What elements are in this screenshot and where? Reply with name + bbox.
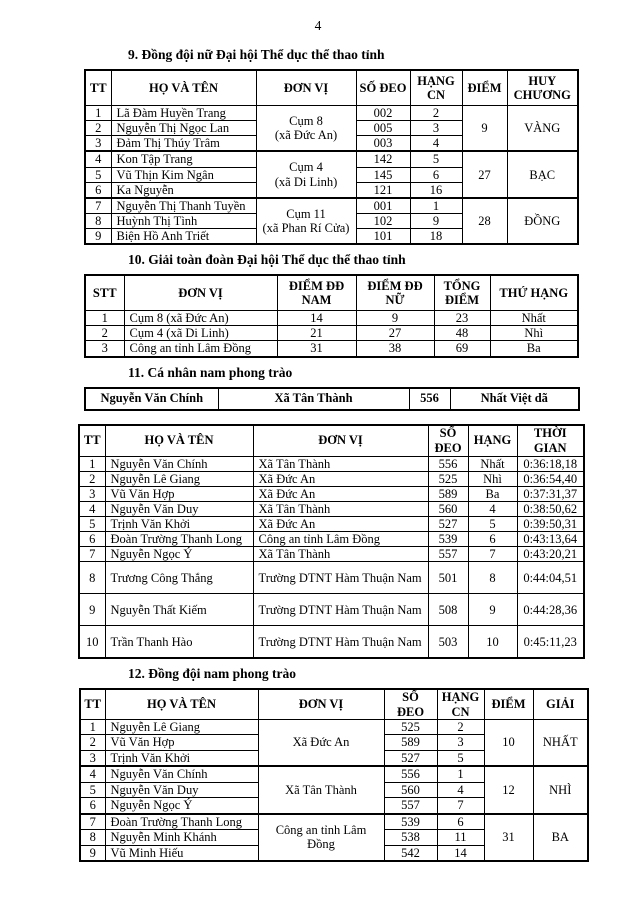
cell-unit xyxy=(256,198,356,244)
cell-rank: 4 xyxy=(410,136,462,152)
cell-time: 0:36:18,18 xyxy=(517,456,584,471)
cell-bib: 121 xyxy=(356,182,410,198)
col-header-time: THỜI GIAN xyxy=(517,425,584,457)
cell-tt: 4 xyxy=(80,766,105,782)
unit-line2: (xã Di Linh) xyxy=(274,174,338,189)
cell-bib: 556 xyxy=(384,766,437,782)
cell-rank: 3 xyxy=(437,735,484,751)
cell-tt: 5 xyxy=(79,517,105,532)
table-team-women xyxy=(84,69,579,245)
cell-rank: 2 xyxy=(410,106,462,121)
cell-unit: Xã Đức An xyxy=(258,719,384,766)
cell-stt: 2 xyxy=(85,326,124,341)
cell-bib: 525 xyxy=(384,719,437,735)
cell-rank: 3 xyxy=(410,121,462,136)
cell-tt: 3 xyxy=(85,136,111,152)
table-row xyxy=(80,766,588,782)
cell-name: Nguyễn Văn Duy xyxy=(105,782,258,798)
cell-tt: 1 xyxy=(85,106,111,121)
cell-rank: 16 xyxy=(410,182,462,198)
cell-bib: 142 xyxy=(356,151,410,167)
table-row xyxy=(85,326,578,341)
cell-time: 0:43:20,21 xyxy=(517,547,584,562)
cell-unit: Cụm 4 (xã Di Linh) xyxy=(124,326,277,341)
col-header-points-women: ĐIỂM ĐĐ NỮ xyxy=(356,275,434,311)
cell-rank: 1 xyxy=(437,766,484,782)
cell-tt: 7 xyxy=(80,814,105,830)
cell-rank: 6 xyxy=(410,167,462,182)
col-header-name: HỌ VÀ TÊN xyxy=(105,425,253,457)
table-row xyxy=(80,719,588,735)
table-row xyxy=(79,562,584,594)
cell-name: Vũ Văn Hợp xyxy=(105,735,258,751)
cell-tt: 7 xyxy=(85,198,111,214)
cell-name: Vũ Minh Hiếu xyxy=(105,845,258,861)
cell-points: 10 xyxy=(484,719,533,766)
cell-name: Lã Đàm Huyền Trang xyxy=(111,106,256,121)
cell-name: Nguyễn Văn Chính xyxy=(105,766,258,782)
cell-name: Trịnh Văn Khởi xyxy=(105,750,258,766)
table-row xyxy=(85,151,578,167)
cell-prize: NHẤT xyxy=(533,719,588,766)
page-number: 4 xyxy=(314,18,322,33)
cell-tt: 2 xyxy=(79,471,105,486)
table-overall xyxy=(84,274,579,357)
cell-name: Nguyễn Lê Giang xyxy=(105,471,253,486)
cell-rank: 9 xyxy=(410,213,462,228)
cell-rank: 5 xyxy=(468,517,517,532)
cell-name: Nguyễn Lê Giang xyxy=(105,719,258,735)
cell-points-women: 9 xyxy=(356,311,434,326)
cell-name: Nguyễn Văn Chính xyxy=(85,388,218,410)
cell-name: Vũ Văn Hợp xyxy=(105,486,253,501)
table-row xyxy=(79,456,584,471)
cell-bib: 557 xyxy=(428,547,468,562)
table-header-row xyxy=(80,689,588,719)
cell-tt: 5 xyxy=(85,167,111,182)
cell-rank: 11 xyxy=(437,830,484,846)
cell-bib: 525 xyxy=(428,471,468,486)
cell-bib: 508 xyxy=(428,594,468,626)
cell-rank: Ba xyxy=(490,341,578,357)
cell-tt: 1 xyxy=(80,719,105,735)
cell-unit: Trường DTNT Hàm Thuận Nam xyxy=(253,626,428,659)
col-header-rank: THỨ HẠNG xyxy=(490,275,578,311)
cell-rank: 6 xyxy=(468,532,517,547)
cell-bib: 557 xyxy=(384,798,437,814)
cell-name: Trần Thanh Hào xyxy=(105,626,253,659)
cell-total: 69 xyxy=(434,341,490,357)
unit-line2: (xã Đức An) xyxy=(274,128,338,143)
cell-bib: 503 xyxy=(428,626,468,659)
col-header-name: HỌ VÀ TÊN xyxy=(111,70,256,106)
cell-medal: ĐỒNG xyxy=(507,198,578,244)
cell-tt: 8 xyxy=(85,213,111,228)
cell-bib: 527 xyxy=(384,750,437,766)
col-header-rank: HẠNG CN xyxy=(410,70,462,106)
cell-rank: 10 xyxy=(468,626,517,659)
cell-total: 23 xyxy=(434,311,490,326)
cell-unit: Xã Tân Thành xyxy=(253,501,428,516)
cell-name: Kon Tập Trang xyxy=(111,151,256,167)
cell-unit: Xã Đức An xyxy=(253,517,428,532)
col-header-rank: HẠNG xyxy=(468,425,517,457)
table-header-row xyxy=(85,70,578,106)
cell-bib: 539 xyxy=(384,814,437,830)
cell-bib: 539 xyxy=(428,532,468,547)
cell-name: Nguyễn Văn Duy xyxy=(105,501,253,516)
cell-rank: 6 xyxy=(437,814,484,830)
unit-line1: Cụm 8 xyxy=(289,114,323,129)
cell-name: Vũ Thịn Kim Ngân xyxy=(111,167,256,182)
cell-bib: 145 xyxy=(356,167,410,182)
cell-points-men: 14 xyxy=(277,311,356,326)
table-row xyxy=(79,486,584,501)
cell-tt: 4 xyxy=(85,151,111,167)
cell-tt: 6 xyxy=(80,798,105,814)
cell-unit: Công an tỉnh Lâm Đồng xyxy=(124,341,277,357)
cell-tt: 2 xyxy=(80,735,105,751)
cell-unit: Công an tỉnh Lâm Đồng xyxy=(258,814,384,862)
cell-unit: Trường DTNT Hàm Thuận Nam xyxy=(253,562,428,594)
cell-points-women: 38 xyxy=(356,341,434,357)
cell-name: Đảm Thị Thúy Trâm xyxy=(111,136,256,152)
cell-bib: 102 xyxy=(356,213,410,228)
cell-bib: 556 xyxy=(428,456,468,471)
cell-time: 0:39:50,31 xyxy=(517,517,584,532)
cell-rank: Nhất xyxy=(490,311,578,326)
col-header-bib: SỐ ĐEO xyxy=(384,689,437,719)
table-row xyxy=(85,311,578,326)
table-header-row xyxy=(85,275,578,311)
cell-bib: 560 xyxy=(384,782,437,798)
table-row xyxy=(85,341,578,357)
cell-time: 0:36:54,40 xyxy=(517,471,584,486)
table-row xyxy=(79,532,584,547)
cell-bib: 002 xyxy=(356,106,410,121)
col-header-tt: TT xyxy=(85,70,111,106)
cell-unit: Xã Tân Thành xyxy=(258,766,384,814)
cell-tt: 4 xyxy=(79,501,105,516)
cell-points: 27 xyxy=(462,151,507,197)
col-header-points-men: ĐIỂM ĐĐ NAM xyxy=(277,275,356,311)
table-individual-men xyxy=(78,424,585,660)
cell-points: 31 xyxy=(484,814,533,862)
cell-name: Đoàn Trường Thanh Long xyxy=(105,814,258,830)
cell-tt: 7 xyxy=(79,547,105,562)
cell-tt: 9 xyxy=(79,594,105,626)
unit-line1: Cụm 4 xyxy=(289,160,323,175)
cell-total: 48 xyxy=(434,326,490,341)
col-header-bib: SỐ ĐEO xyxy=(356,70,410,106)
cell-unit: Xã Tân Thành xyxy=(218,388,409,410)
cell-bib: 101 xyxy=(356,229,410,245)
cell-points-men: 21 xyxy=(277,326,356,341)
table-row xyxy=(79,594,584,626)
cell-unit xyxy=(256,151,356,197)
cell-stt: 1 xyxy=(85,311,124,326)
cell-tt: 1 xyxy=(79,456,105,471)
cell-name: Nguyễn Thị Thanh Tuyền xyxy=(111,198,256,214)
cell-prize: BA xyxy=(533,814,588,862)
cell-prize: Nhất Việt dã xyxy=(450,388,579,410)
cell-time: 0:44:28,36 xyxy=(517,594,584,626)
col-header-medal: HUY CHƯƠNG xyxy=(507,70,578,106)
cell-name: Nguyễn Ngọc Ý xyxy=(105,798,258,814)
table-row xyxy=(85,198,578,214)
table-row xyxy=(85,388,579,410)
table-team-men xyxy=(79,688,589,862)
cell-bib: 005 xyxy=(356,121,410,136)
cell-time: 0:43:13,64 xyxy=(517,532,584,547)
cell-name: Huỳnh Thị Tình xyxy=(111,213,256,228)
cell-name: Nguyễn Văn Chính xyxy=(105,456,253,471)
cell-rank: 5 xyxy=(410,151,462,167)
table-row xyxy=(79,471,584,486)
col-header-bib: SỐ ĐEO xyxy=(428,425,468,457)
cell-bib: 589 xyxy=(384,735,437,751)
col-header-total: TỔNG ĐIỂM xyxy=(434,275,490,311)
cell-bib: 589 xyxy=(428,486,468,501)
cell-rank: 18 xyxy=(410,229,462,245)
cell-name: Nguyễn Minh Khánh xyxy=(105,830,258,846)
cell-rank: Nhất xyxy=(468,456,517,471)
cell-points: 12 xyxy=(484,766,533,814)
cell-medal: BẠC xyxy=(507,151,578,197)
col-header-unit: ĐƠN VỊ xyxy=(253,425,428,457)
col-header-stt: STT xyxy=(85,275,124,311)
cell-tt: 10 xyxy=(79,626,105,659)
cell-unit: Xã Tân Thành xyxy=(253,547,428,562)
cell-unit xyxy=(256,106,356,152)
col-header-unit: ĐƠN VỊ xyxy=(124,275,277,311)
section-10-title: 10. Giải toàn đoàn Đại hội Thể dục thể thao tỉnh xyxy=(128,252,406,268)
cell-unit: Cụm 8 (xã Đức An) xyxy=(124,311,277,326)
cell-tt: 2 xyxy=(85,121,111,136)
cell-bib: 538 xyxy=(384,830,437,846)
cell-time: 0:44:04,51 xyxy=(517,562,584,594)
col-header-rank: HẠNG CN xyxy=(437,689,484,719)
cell-tt: 5 xyxy=(80,782,105,798)
cell-rank: 7 xyxy=(437,798,484,814)
unit-line2: (xã Phan Rí Cửa) xyxy=(262,220,350,235)
cell-rank: 2 xyxy=(437,719,484,735)
cell-unit: Xã Tân Thành xyxy=(253,456,428,471)
cell-unit: Xã Đức An xyxy=(253,486,428,501)
unit-line1: Cụm 11 xyxy=(286,206,326,221)
col-header-unit: ĐƠN VỊ xyxy=(256,70,356,106)
cell-time: 0:45:11,23 xyxy=(517,626,584,659)
cell-tt: 8 xyxy=(80,830,105,846)
section-12-title: 12. Đồng đội nam phong trào xyxy=(128,666,297,682)
cell-bib: 001 xyxy=(356,198,410,214)
col-header-tt: TT xyxy=(79,425,105,457)
cell-rank: Nhì xyxy=(468,471,517,486)
cell-tt: 3 xyxy=(79,486,105,501)
cell-name: Đoàn Trường Thanh Long xyxy=(105,532,253,547)
cell-rank: Ba xyxy=(468,486,517,501)
cell-name: Biện Hồ Anh Triết xyxy=(111,229,256,245)
cell-bib: 527 xyxy=(428,517,468,532)
cell-name: Ka Nguyễn xyxy=(111,182,256,198)
col-header-name: HỌ VÀ TÊN xyxy=(105,689,258,719)
cell-bib: 501 xyxy=(428,562,468,594)
cell-rank: 4 xyxy=(468,501,517,516)
cell-rank: Nhì xyxy=(490,326,578,341)
cell-rank: 1 xyxy=(410,198,462,214)
cell-name: Nguyễn Thất Kiếm xyxy=(105,594,253,626)
cell-points: 9 xyxy=(462,106,507,152)
table-row xyxy=(79,501,584,516)
cell-points-women: 27 xyxy=(356,326,434,341)
table-row xyxy=(79,517,584,532)
cell-rank: 9 xyxy=(468,594,517,626)
col-header-points: ĐIỂM xyxy=(484,689,533,719)
cell-medal: VÀNG xyxy=(507,106,578,152)
cell-rank: 5 xyxy=(437,750,484,766)
cell-tt: 3 xyxy=(80,750,105,766)
cell-tt: 9 xyxy=(85,229,111,245)
table-row xyxy=(80,814,588,830)
table-row xyxy=(79,626,584,659)
cell-name: Trịnh Văn Khởi xyxy=(105,517,253,532)
col-header-points: ĐIỂM xyxy=(462,70,507,106)
cell-name: Nguyễn Ngọc Ý xyxy=(105,547,253,562)
cell-unit: Trường DTNT Hàm Thuận Nam xyxy=(253,594,428,626)
cell-name: Trương Công Thắng xyxy=(105,562,253,594)
cell-time: 0:38:50,62 xyxy=(517,501,584,516)
section-11-title: 11. Cá nhân nam phong trào xyxy=(128,364,293,380)
cell-stt: 3 xyxy=(85,341,124,357)
table-header-row xyxy=(79,425,584,457)
table-row xyxy=(85,106,578,121)
cell-prize: NHÌ xyxy=(533,766,588,814)
cell-rank: 8 xyxy=(468,562,517,594)
table-row xyxy=(79,547,584,562)
cell-rank: 14 xyxy=(437,845,484,861)
cell-unit: Công an tỉnh Lâm Đồng xyxy=(253,532,428,547)
cell-name: Nguyễn Thị Ngọc Lan xyxy=(111,121,256,136)
cell-points-men: 31 xyxy=(277,341,356,357)
cell-rank: 4 xyxy=(437,782,484,798)
col-header-prize: GIẢI xyxy=(533,689,588,719)
cell-tt: 6 xyxy=(85,182,111,198)
cell-unit: Xã Đức An xyxy=(253,471,428,486)
cell-bib: 542 xyxy=(384,845,437,861)
cell-points: 28 xyxy=(462,198,507,244)
cell-rank: 7 xyxy=(468,547,517,562)
table-individual-winner xyxy=(84,387,580,411)
section-9-title: 9. Đồng đội nữ Đại hội Thể dục thể thao tỉnh xyxy=(128,47,385,62)
col-header-unit: ĐƠN VỊ xyxy=(258,689,384,719)
cell-tt: 8 xyxy=(79,562,105,594)
cell-bib: 556 xyxy=(409,388,450,410)
cell-tt: 6 xyxy=(79,532,105,547)
cell-bib: 003 xyxy=(356,136,410,152)
cell-time: 0:37:31,37 xyxy=(517,486,584,501)
cell-tt: 9 xyxy=(80,845,105,861)
cell-bib: 560 xyxy=(428,501,468,516)
col-header-tt: TT xyxy=(80,689,105,719)
